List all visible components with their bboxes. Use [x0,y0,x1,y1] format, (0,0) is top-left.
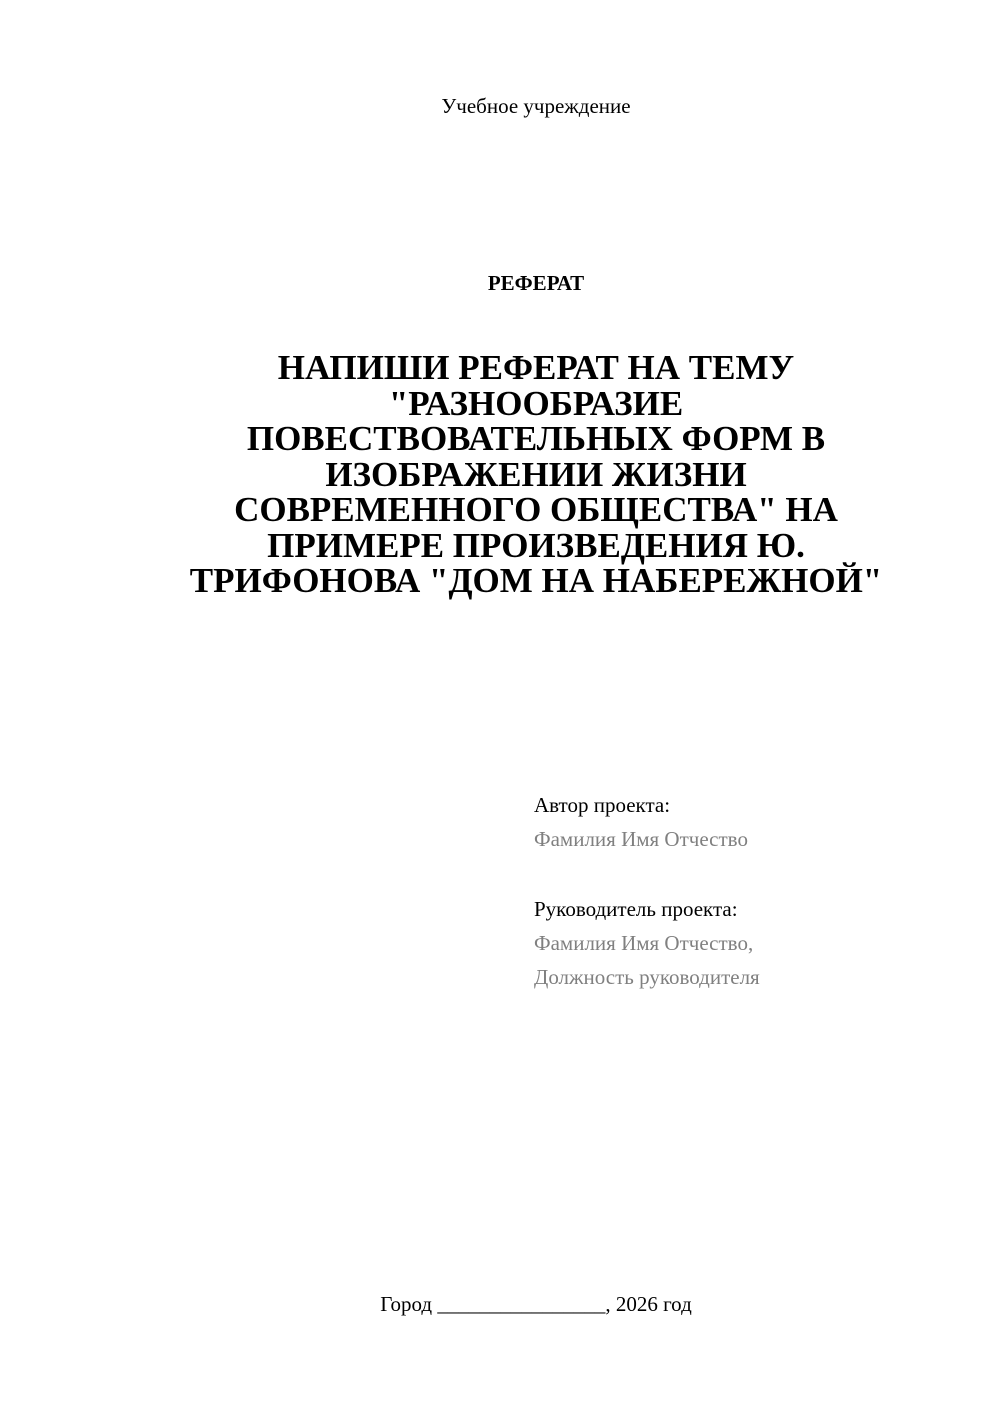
document-type: РЕФЕРАТ [487,271,585,295]
spacer [534,856,974,892]
supervisor-position: Должность руководителя [534,965,760,989]
title-line: "РАЗНООБРАЗИЕ [388,383,684,423]
supervisor-name: Фамилия Имя Отчество, [534,931,754,955]
title-line: НАПИШИ РЕФЕРАТ НА ТЕМУ [277,348,795,387]
title-line: ПОВЕСТВОВАТЕЛЬНЫХ ФОРМ В [246,419,826,458]
document-title [130,350,942,599]
title-line: ИЗОБРАЖЕНИИ ЖИЗНИ [325,454,747,494]
supervisor-label: Руководитель проекта: [534,897,738,921]
author-name: Фамилия Имя Отчество [534,827,748,851]
title-line: ПРИМЕРЕ ПРОИЗВЕДЕНИЯ Ю. [267,525,805,565]
author-label: Автор проекта: [534,793,671,817]
title-line: СОВРЕМЕННОГО ОБЩЕСТВА" НА [234,490,838,529]
institution-name: Учебное учреждение [441,94,631,118]
title-line: ТРИФОНОВА "ДОМ НА НАБЕРЕЖНОЙ" [189,561,883,600]
city-year-line: Город ________________, 2026 год [380,1292,692,1316]
authors-block [534,788,974,994]
